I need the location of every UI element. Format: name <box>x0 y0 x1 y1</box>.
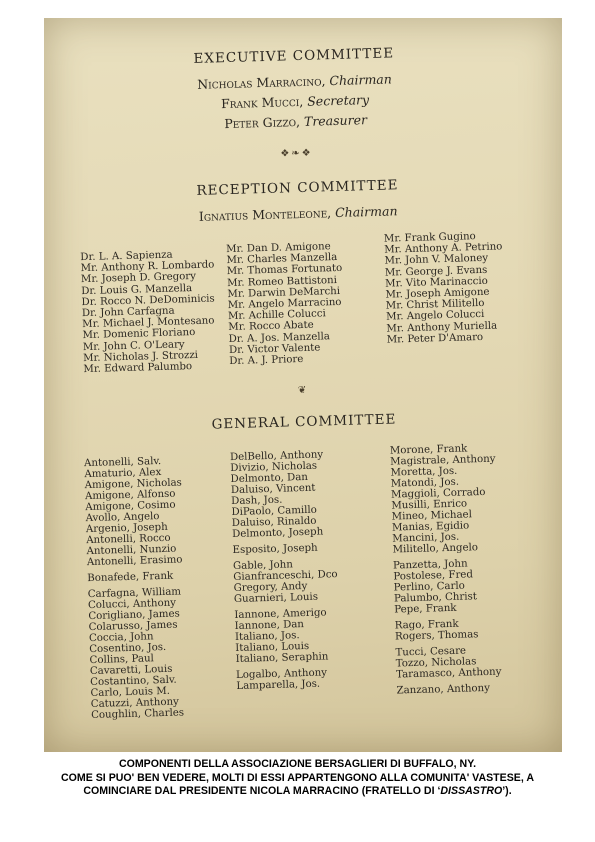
general-member: Taramasco, Anthony <box>395 666 502 681</box>
reception-committee-title: RECEPTION COMMITTEE <box>196 177 399 199</box>
reception-member: Mr. Dan D. Amigone <box>226 241 331 256</box>
general-member: Delmonto, Joseph <box>231 526 324 541</box>
general-member: Iannone, Dan <box>234 619 305 632</box>
reception-member: Mr. Charles Manzella <box>226 252 338 267</box>
general-member: Amigone, Alfonso <box>84 488 176 503</box>
general-member: Palumbo, Christ <box>393 591 478 605</box>
reception-member: Mr. Anthony Muriella <box>386 320 498 335</box>
general-member: Amaturio, Alex <box>84 466 162 481</box>
general-member: Maggioli, Corrado <box>390 486 486 501</box>
general-member: Iannone, Amerigo <box>234 607 327 622</box>
general-member: Italiano, Louis <box>235 640 310 654</box>
general-member: Zanzano, Anthony <box>396 682 491 697</box>
ornament-icon: ❦ <box>297 384 309 397</box>
reception-chairman: Ignatius Monteleone, Chairman <box>198 203 398 224</box>
program-page <box>44 18 562 752</box>
reception-member: Mr. John V. Maloney <box>384 253 489 268</box>
general-member: Catuzzi, Anthony <box>90 696 179 711</box>
general-member: Tozzo, Nicholas <box>395 656 477 670</box>
general-name-group <box>395 618 501 643</box>
general-member: Militello, Angelo <box>392 542 479 556</box>
general-member: Amigone, Nicholas <box>84 477 182 492</box>
general-name-group <box>395 645 501 681</box>
executive-member-treasurer: Peter Gizzo, Treasurer <box>224 112 368 132</box>
general-member: Matondi, Jos. <box>390 476 460 490</box>
executive-member-secretary: Frank Mucci, Secretary <box>220 92 370 112</box>
reception-member: Dr. Victor Valente <box>228 342 321 356</box>
general-member: Italiano, Jos. <box>234 630 300 643</box>
general-member: Coughlin, Charles <box>90 707 185 722</box>
reception-member: Mr. Joseph Amigone <box>385 286 490 301</box>
general-name-group <box>233 558 338 605</box>
general-name-group <box>232 542 337 556</box>
general-member: Antonelli, Nunzio <box>86 543 177 558</box>
general-member: Tucci, Cesare <box>395 645 467 659</box>
general-member: Guarnieri, Louis <box>233 591 319 606</box>
general-member: DiPaolo, Camillo <box>231 504 317 519</box>
caption-line-2: COME SI PUO' BEN VEDERE, MOLTI DI ESSI APPARTENGONO ALLA COMUNITA' VASTESE, A <box>61 771 534 784</box>
general-member: Magistrale, Anthony <box>390 453 496 468</box>
general-member: Carlo, Louis M. <box>90 685 171 700</box>
general-member: Musilli, Enrico <box>391 498 468 512</box>
photo-caption <box>0 758 595 799</box>
general-member: Amigone, Cosimo <box>85 499 176 514</box>
general-member: Coccia, John <box>88 631 154 645</box>
reception-column-2 <box>226 241 345 367</box>
general-member: Rogers, Thomas <box>394 629 479 643</box>
general-name-group <box>230 449 337 540</box>
caption-line-3: COMINCIARE DAL PRESIDENTE NICOLA MARRACINO (FRATELLO DI ‘DISSASTRO’). <box>83 785 512 797</box>
reception-member: Mr. Edward Palumbo <box>83 361 193 376</box>
general-member: Cosentino, Jos. <box>89 641 167 656</box>
general-member: Gregory, Andy <box>233 580 308 595</box>
general-member: Bonafede, Frank <box>87 570 174 585</box>
general-member: Antonelli, Salv. <box>83 455 162 470</box>
reception-member: Dr. L. A. Sapienza <box>80 249 173 264</box>
general-member: Gianfranceschi, Dco <box>233 569 338 584</box>
reception-column-3 <box>384 230 505 345</box>
general-member: DelBello, Anthony <box>229 449 324 464</box>
general-member: Mancini, Jos. <box>392 531 460 545</box>
reception-member: Mr. George J. Evans <box>384 264 488 279</box>
reception-member: Dr. Louis G. Manzella <box>81 282 193 297</box>
general-member: Avollo, Angelo <box>85 511 160 525</box>
caption-line-1: COMPONENTI DELLA ASSOCIAZIONE BERSAGLIERI DI BUFFALO, NY. <box>118 758 477 770</box>
reception-member: Mr. Christ Militello <box>385 298 485 312</box>
reception-member: Mr. Michael J. Montesano <box>82 315 215 331</box>
reception-member: Mr. Angelo Colucci <box>385 309 485 324</box>
reception-member: Mr. Anthony A. Petrino <box>384 241 503 256</box>
general-column-3 <box>390 443 502 702</box>
general-member: Corigliano, James <box>88 608 180 623</box>
reception-member: Mr. Anthony R. Lombardo <box>80 259 215 275</box>
general-member: Rago, Frank <box>394 618 459 632</box>
general-member: Logalbo, Anthony <box>235 667 328 681</box>
general-member: Dash, Jos. <box>231 494 283 508</box>
reception-member: Mr. Achille Colucci <box>227 308 326 323</box>
general-member: Colarusso, James <box>88 619 178 634</box>
general-member: Italiano, Seraphin <box>235 651 329 665</box>
caption-emphasis: DISSASTRO <box>440 785 503 797</box>
general-name-group <box>87 570 184 584</box>
general-member: Antonelli, Rocco <box>86 532 171 547</box>
general-member: Divizio, Nicholas <box>230 460 318 475</box>
reception-member: Dr. A. J. Priore <box>229 354 304 368</box>
reception-member: Mr. Vito Marinaccio <box>385 275 488 290</box>
reception-member: Mr. Darwin DeMarchi <box>227 285 341 300</box>
reception-member: Mr. John C. O'Leary <box>82 338 185 353</box>
general-member: Postolese, Fred <box>393 569 474 583</box>
general-name-group <box>88 586 189 721</box>
general-member: Lamparella, Jos. <box>236 678 321 692</box>
reception-member: Mr. Rocco Abate <box>228 320 314 334</box>
general-member: Carfagna, William <box>87 586 182 601</box>
general-member: Moretta, Jos. <box>390 465 458 479</box>
reception-member: Mr. Romeo Battistoni <box>226 274 338 289</box>
general-committee-title: GENERAL COMMITTEE <box>211 411 397 433</box>
reception-member: Mr. Frank Gugino <box>383 231 476 245</box>
general-member: Perlino, Carlo <box>393 580 465 594</box>
general-member: Pepe, Frank <box>394 602 457 616</box>
executive-member-chairman: Nicholas Marracino, Chairman <box>197 71 393 92</box>
general-column-1 <box>84 455 189 726</box>
general-member: Cavaretti, Louis <box>89 663 173 678</box>
general-name-group <box>390 443 498 556</box>
general-member: Esposito, Joseph <box>232 542 318 557</box>
general-member: Argenio, Joseph <box>85 521 168 536</box>
reception-member: Mr. Joseph D. Gregory <box>80 271 197 286</box>
reception-member: Mr. Peter D'Amaro <box>386 331 484 346</box>
reception-member: Mr. Domenic Floriano <box>82 327 196 342</box>
general-name-group <box>393 558 500 616</box>
general-member: Colucci, Anthony <box>87 597 177 612</box>
general-name-group <box>84 455 184 568</box>
general-name-group <box>396 683 502 697</box>
general-name-group <box>234 607 340 665</box>
reception-member: Dr. Rocco N. DeDominicis <box>81 293 215 308</box>
reception-member: Mr. Thomas Fortunato <box>226 263 343 278</box>
general-member: Collins, Paul <box>89 653 155 667</box>
general-column-2 <box>230 449 341 697</box>
reception-member: Dr. A. Jos. Manzella <box>228 330 331 345</box>
general-member: Panzetta, John <box>392 558 468 572</box>
general-member: Daluiso, Vincent <box>230 482 316 497</box>
general-member: Mineo, Michael <box>391 509 473 523</box>
general-member: Costantino, Salv. <box>90 674 177 689</box>
general-member: Manias, Egidio <box>391 520 470 534</box>
general-member: Gable, John <box>232 559 294 573</box>
document-photo <box>44 18 562 752</box>
general-member: Daluiso, Rinaldo <box>231 515 317 530</box>
general-member: Antonelli, Erasimo <box>86 554 183 569</box>
reception-member: Mr. Nicholas J. Strozzi <box>83 349 199 364</box>
reception-column-1 <box>80 248 217 375</box>
ornament-icon: ❖❧❖ <box>280 147 313 160</box>
reception-member: Dr. John Carfagna <box>81 305 175 320</box>
general-name-group <box>236 667 341 692</box>
general-member: Morone, Frank <box>389 443 468 457</box>
reception-member: Mr. Angelo Marracino <box>227 296 342 312</box>
general-member: Delmonto, Dan <box>230 471 309 486</box>
executive-committee-title: EXECUTIVE COMMITTEE <box>193 45 395 67</box>
